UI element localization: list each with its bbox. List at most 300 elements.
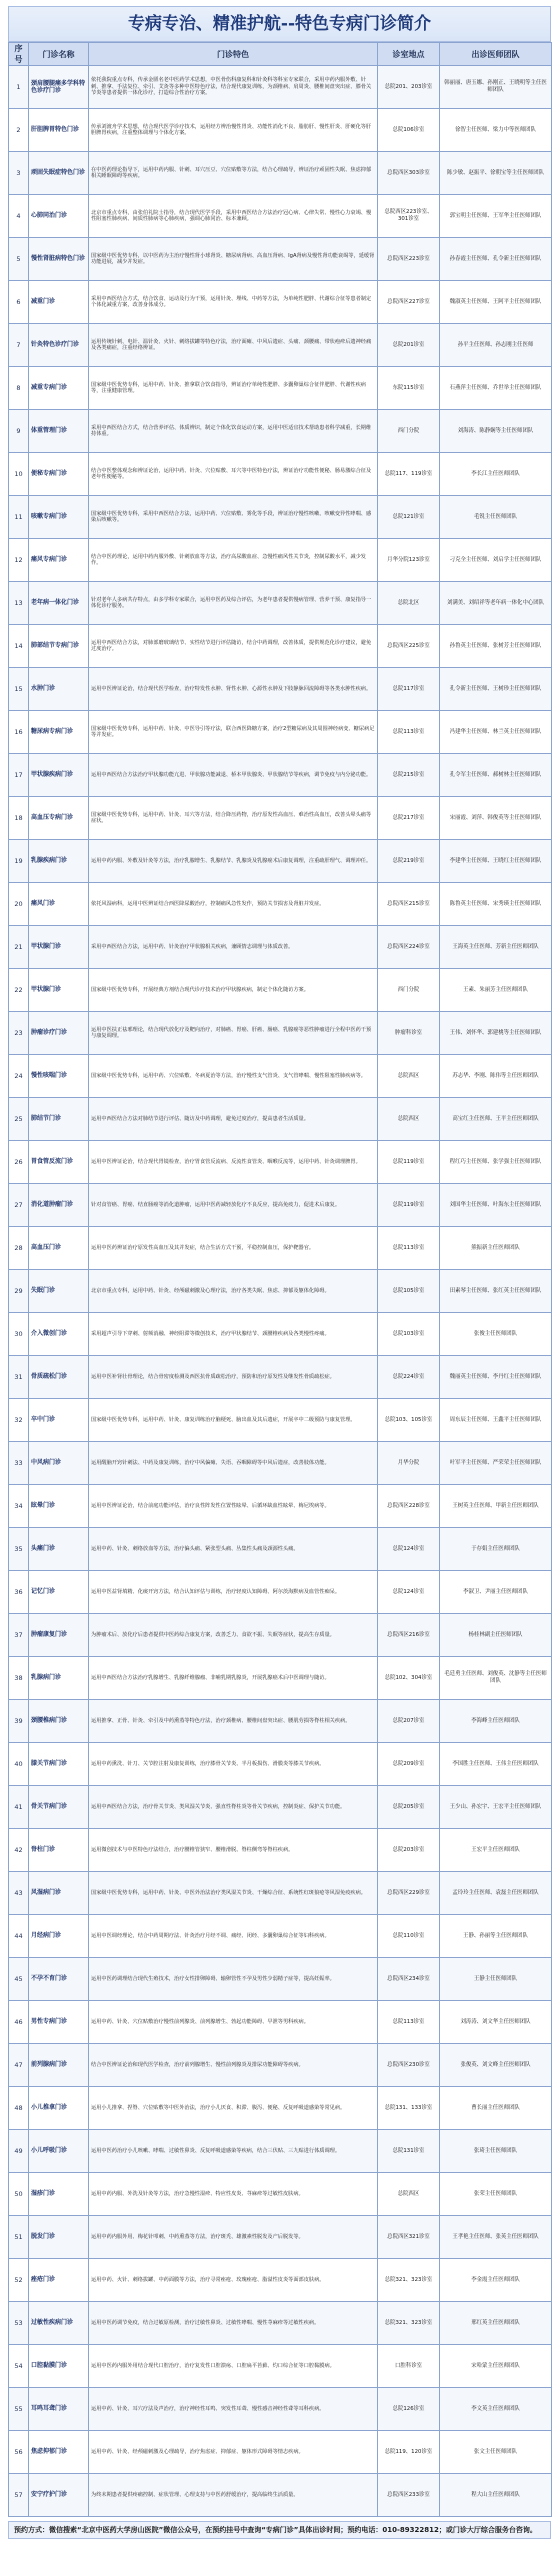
table-row [9, 1098, 552, 1141]
clinic-feature: 国家级中医优势专科，运用中药、针灸、耳穴等方法，结合降压药物，治疗原发性高血压、难治性高血压，改善头晕头痛等症状。 [89, 797, 378, 840]
doctor-team: 杨桂林副主任医师团队 [440, 1614, 552, 1657]
row-number: 5 [9, 238, 29, 281]
table-row [9, 582, 552, 625]
table-row [9, 1012, 552, 1055]
row-number: 45 [9, 1958, 29, 2001]
table-row [9, 1614, 552, 1657]
row-number: 20 [9, 883, 29, 926]
table-row [9, 2001, 552, 2044]
clinic-feature: 在中医药理论指导下，运用中药内服、针刺、耳穴压豆、穴位贴敷等方法，结合心理疏导，辨证治疗顽固性失眠、焦虑抑郁相关睡眠障碍等疾病。 [89, 152, 378, 195]
table-row [9, 1055, 552, 1098]
clinic-table [8, 42, 552, 2517]
doctor-team: 苏志华、李刚、陈伟等主任医师团队 [440, 1055, 552, 1098]
row-number: 35 [9, 1528, 29, 1571]
clinic-feature: 运用中医药内服外用结合现代口腔治疗，治疗复发性口腔溃疡、口腔扁平苔藓、灼口综合征等口腔黏膜病。 [89, 2345, 378, 2388]
clinic-name: 记忆门诊 [29, 1571, 89, 1614]
doctor-team: 程大山主任医师团队 [440, 2474, 552, 2517]
row-number: 23 [9, 1012, 29, 1055]
doctor-team: 郭宝明主任医师、王军华主任医师团队 [440, 195, 552, 238]
table-row [9, 2345, 552, 2388]
table-row [9, 2216, 552, 2259]
row-number: 8 [9, 367, 29, 410]
clinic-location: 东院115诊室 [378, 367, 440, 410]
clinic-feature: 运用中医辨证论治，结合现代医学检查，治疗特发性水肿、肾性水肿、心源性水肿及下肢静脉回流障碍等各类水肿性疾病。 [89, 668, 378, 711]
row-number: 24 [9, 1055, 29, 1098]
doctor-team: 徐智主任医师、梁力中等医师团队 [440, 109, 552, 152]
table-row [9, 1227, 552, 1270]
table-row [9, 1485, 552, 1528]
clinic-name: 前列腺病门诊 [29, 2044, 89, 2087]
row-number: 54 [9, 2345, 29, 2388]
clinic-name: 甲状腺疾病门诊 [29, 754, 89, 797]
table-row [9, 367, 552, 410]
clinic-feature: 运用中药熏洗、针刀、关节腔注射及康复训练，治疗膝骨关节炎、半月板损伤、滑膜炎等膝关节疾病。 [89, 1743, 378, 1786]
clinic-name: 中风病门诊 [29, 1442, 89, 1485]
clinic-feature: 国家级中医优势专科，运用中药、针灸、中医导引等疗法，联合西医降糖方案，治疗2型糖尿病及其周围神经病变、糖尿病足等并发症。 [89, 711, 378, 754]
doctor-team: 毛廷勇主任医师、刘俊英、沈静等主任医师团队 [440, 1657, 552, 1700]
table-row [9, 2302, 552, 2345]
clinic-name: 乳腺疾病门诊 [29, 840, 89, 883]
clinic-name: 心肺同治门诊 [29, 195, 89, 238]
row-number: 31 [9, 1356, 29, 1399]
clinic-location: 总院西区233诊室 [378, 2474, 440, 2517]
table-row [9, 1829, 552, 1872]
clinic-feature: 采用超声引导下穿刺、射频消融、神经阻滞等微创技术，治疗甲状腺结节、颈腰椎疾病及各类慢性疼痛。 [89, 1313, 378, 1356]
row-number: 48 [9, 2087, 29, 2130]
clinic-name: 小儿推拿门诊 [29, 2087, 89, 2130]
clinic-name: 湿疹门诊 [29, 2173, 89, 2216]
clinic-location: 总院西区228诊室 [378, 1485, 440, 1528]
clinic-location: 总院西区234诊室 [378, 1958, 440, 2001]
row-number: 7 [9, 324, 29, 367]
clinic-name: 减重专病门诊 [29, 367, 89, 410]
row-number: 56 [9, 2431, 29, 2474]
clinic-location: 总院131诊室 [378, 2130, 440, 2173]
table-row [9, 1528, 552, 1571]
doctor-team: 刘国华主任医师、叶海东主任医师团队 [440, 1184, 552, 1227]
table-row [9, 1657, 552, 1700]
clinic-location: 总院103诊室 [378, 1313, 440, 1356]
doctor-team: 魏淑英主任医师、王阿平主任医师团队 [440, 281, 552, 324]
clinic-feature: 针对食管癌、胃癌、结直肠癌等消化道肿瘤，运用中医药减轻放化疗不良反应，提高免疫力，促进术后康复。 [89, 1184, 378, 1227]
clinic-feature: 运用中西医结合方法治疗甲状腺功能亢进、甲状腺功能减退、桥本甲状腺炎、甲状腺结节等疾病，调节免疫与内分泌功能。 [89, 754, 378, 797]
clinic-location: 总院西区216诊室 [378, 1614, 440, 1657]
header-team: 出诊医师团队 [440, 43, 552, 66]
clinic-name: 肺结节门诊 [29, 1098, 89, 1141]
clinic-location: 总院219诊室 [378, 840, 440, 883]
clinic-feature: 结合中医辨证论治和现代医学检查，治疗前列腺增生、慢性前列腺炎及排尿功能障碍等疾病。 [89, 2044, 378, 2087]
clinic-location: 总院201、203诊室 [378, 66, 440, 109]
table-row [9, 1184, 552, 1227]
row-number: 43 [9, 1872, 29, 1915]
doctor-team: 张琦主任医师团队 [440, 2130, 552, 2173]
header-no: 序号 [9, 43, 29, 66]
clinic-location: 总院西区321诊室 [378, 2216, 440, 2259]
clinic-name: 脊柱门诊 [29, 1829, 89, 1872]
clinic-location: 总院西区 [378, 1098, 440, 1141]
clinic-feature: 运用中医药调节免疫，结合过敏原检测，治疗过敏性鼻炎、过敏性哮喘、慢性荨麻疹等过敏性疾病。 [89, 2302, 378, 2345]
clinic-location: 西门分院 [378, 410, 440, 453]
clinic-feature: 结合中医药理论，运用中药内服外敷、针刺放血等方法，治疗高尿酸血症、急慢性痛风性关节炎，控制尿酸水平，减少发作。 [89, 539, 378, 582]
clinic-name: 慢性咳喘门诊 [29, 1055, 89, 1098]
clinic-name: 小儿呼吸门诊 [29, 2130, 89, 2173]
clinic-name: 痛风门诊 [29, 883, 89, 926]
table-row [9, 1700, 552, 1743]
clinic-location: 总院113诊室 [378, 711, 440, 754]
row-number: 33 [9, 1442, 29, 1485]
doctor-team: 韩丽丽、唐玉娜、孙刚正、王晓明等主任医师团队 [440, 66, 552, 109]
table-row [9, 496, 552, 539]
clinic-name: 糖尿病专病门诊 [29, 711, 89, 754]
clinic-location: 总院103、105诊室 [378, 1399, 440, 1442]
clinic-location: 总院西区303诊室 [378, 152, 440, 195]
doctor-team: 高宝红主任医师、王平主任医师团队 [440, 1098, 552, 1141]
doctor-team: 张荣主任医师团队 [440, 2173, 552, 2216]
table-row [9, 1141, 552, 1184]
doctor-team: 毛锐主任医师团队 [440, 496, 552, 539]
clinic-location: 口腔科诊室 [378, 2345, 440, 2388]
clinic-feature: 运用中药内服外用、梅花针叩刺、中药熏蒸等方法，治疗斑秃、雄激素性脱发及产后脱发等。 [89, 2216, 378, 2259]
table-row [9, 1915, 552, 1958]
clinic-location: 总院105诊室 [378, 1270, 440, 1313]
table-row [9, 840, 552, 883]
table-row [9, 1743, 552, 1786]
doctor-team: 孙平主任医师、孙志刚主任医师 [440, 324, 552, 367]
clinic-location: 总院119诊室 [378, 1141, 440, 1184]
clinic-feature: 采用中西医结合方法，运用中药、针灸治疗甲状腺相关疾病，兼顾情志调理与体质改善。 [89, 926, 378, 969]
table-row [9, 883, 552, 926]
clinic-feature: 国家级中医优势专科，运用中药、针灸、推拿联合饮食指导，辨证治疗单纯性肥胖、多囊卵巢综合征伴肥胖、代谢性疾病等，注重健康管理。 [89, 367, 378, 410]
clinic-feature: 为终末期患者提供疼痛控制、症状管理、心理支持与中医药舒缓治疗，提高临终生活质量。 [89, 2474, 378, 2517]
row-number: 36 [9, 1571, 29, 1614]
table-row [9, 969, 552, 1012]
clinic-location: 总院207诊室 [378, 1700, 440, 1743]
row-number: 9 [9, 410, 29, 453]
header-name: 门诊名称 [29, 43, 89, 66]
row-number: 46 [9, 2001, 29, 2044]
table-row [9, 2431, 552, 2474]
clinic-name: 不孕不育门诊 [29, 1958, 89, 2001]
clinic-feature: 为肿瘤术后、放化疗后患者提供中医药综合康复方案，改善乏力、食欲不振、失眠等症状，提高生存质量。 [89, 1614, 378, 1657]
clinic-feature: 运用中药、针灸、耳穴疗法及声治疗，治疗神经性耳鸣、突发性耳聋、慢性感音神经性聋等耳科疾病。 [89, 2388, 378, 2431]
row-number: 49 [9, 2130, 29, 2173]
clinic-location: 月华分院123诊室 [378, 539, 440, 582]
doctor-team: 王孝艳主任医师、张英主任医师团队 [440, 2216, 552, 2259]
clinic-location: 总院217诊室 [378, 797, 440, 840]
table-row [9, 410, 552, 453]
clinic-feature: 国家级中医优势专科，以中医药为主治疗慢性肾小球肾炎、糖尿病肾病、高血压肾病、IgA肾病及慢性肾功能衰竭等，延缓肾功能进展，减少并发症。 [89, 238, 378, 281]
clinic-location: 总院113诊室 [378, 1227, 440, 1270]
clinic-name: 咳嗽专病门诊 [29, 496, 89, 539]
clinic-location: 总院126诊室 [378, 2388, 440, 2431]
table-row [9, 109, 552, 152]
table-row [9, 66, 552, 109]
clinic-location: 总院西区225诊室 [378, 625, 440, 668]
table-row [9, 1786, 552, 1829]
doctor-team: 李建华主任医师、王晓红主任医师团队 [440, 840, 552, 883]
clinic-name: 卒中门诊 [29, 1399, 89, 1442]
clinic-name: 月经病门诊 [29, 1915, 89, 1958]
clinic-name: 顽固失眠症特色门诊 [29, 152, 89, 195]
clinic-location: 总院102、304诊室 [378, 1657, 440, 1700]
doctor-team: 叶军平主任医师、严荣荣主任医师团队 [440, 1442, 552, 1485]
clinic-name: 颈腰椎病门诊 [29, 1700, 89, 1743]
row-number: 6 [9, 281, 29, 324]
clinic-feature: 北京市重点专科，由张伯礼院士指导，结合现代医学手段，采用中西医结合方法治疗冠心病、心律失常、慢性心力衰竭、慢性阻塞性肺疾病、间质性肺病等心肺疾病，强调心肺同治、标本兼顾。 [89, 195, 378, 238]
doctor-team: 刘海涛、陈静娴等主任医师团队 [440, 410, 552, 453]
clinic-feature: 运用中药、针灸、经颅磁刺激及心理疏导，治疗焦虑症、抑郁症、躯体形式障碍等情志疾病。 [89, 2431, 378, 2474]
clinic-name: 脱发门诊 [29, 2216, 89, 2259]
clinic-name: 肝胆脾胃特色门诊 [29, 109, 89, 152]
clinic-feature: 运用传统针刺、电针、温针灸、火针、刺络拔罐等特色疗法，治疗面瘫、中风后遗症、头痛、颈腰痛、带状疱疹后遗神经痛及各类痛症，注重经络辨证。 [89, 324, 378, 367]
row-number: 41 [9, 1786, 29, 1829]
doctor-team: 张俊主任医师团队 [440, 1313, 552, 1356]
doctor-team: 刘满美、刘绍祥等老年病一体化中心团队 [440, 582, 552, 625]
clinic-name: 便秘专病门诊 [29, 453, 89, 496]
table-row [9, 453, 552, 496]
row-number: 37 [9, 1614, 29, 1657]
table-row [9, 238, 552, 281]
clinic-name: 焦虑抑郁门诊 [29, 2431, 89, 2474]
row-number: 18 [9, 797, 29, 840]
clinic-name: 失眠门诊 [29, 1270, 89, 1313]
table-row [9, 281, 552, 324]
row-number: 10 [9, 453, 29, 496]
row-number: 17 [9, 754, 29, 797]
doctor-team: 孙鲁英主任医师、张树芳主任医师团队 [440, 625, 552, 668]
clinic-feature: 运用中西医结合方法治疗乳腺增生、乳腺纤维腺瘤、非哺乳期乳腺炎，开展乳腺癌术后中医调理与随访。 [89, 1657, 378, 1700]
clinic-location: 总院205诊室 [378, 1786, 440, 1829]
table-row [9, 1442, 552, 1485]
clinic-location: 总院119、120诊室 [378, 2431, 440, 2474]
clinic-feature: 国家级中医优势专科，运用中药、针灸、中医外治法治疗类风湿关节炎、干燥综合征、系统性红斑狼疮等风湿免疫疾病。 [89, 1872, 378, 1915]
clinic-feature: 运用小儿推拿、捏脊、穴位贴敷等中医外治法，治疗小儿厌食、积滞、腹泻、便秘、反复呼吸道感染等常见病。 [89, 2087, 378, 2130]
row-number: 28 [9, 1227, 29, 1270]
doctor-team: 孔令军主任医师、郝树林主任医师团队 [440, 754, 552, 797]
table-row [9, 668, 552, 711]
clinic-location: 月华分院 [378, 1442, 440, 1485]
clinic-location: 总院321、323诊室 [378, 2259, 440, 2302]
clinic-feature: 运用中医辨证论治，结合现代胃镜检查，治疗胃食管反流病、反流性食管炎、咽喉反流等，运用中药、针灸调理脾胃。 [89, 1141, 378, 1184]
doctor-team: 张文主任医师团队 [440, 2431, 552, 2474]
row-number: 29 [9, 1270, 29, 1313]
doctor-team: 于存娟主任医师团队 [440, 1528, 552, 1571]
row-number: 11 [9, 496, 29, 539]
clinic-feature: 运用中医调经理论，结合中药周期疗法、针灸治疗月经不调、痛经、闭经、多囊卵巢综合征等妇科疾病。 [89, 1915, 378, 1958]
row-number: 26 [9, 1141, 29, 1184]
clinic-feature: 运用中西医结合方法，对肺部磨玻璃结节、实性结节进行评估随访，结合中药调理，改善体质，提供规范化诊疗建议，避免过度治疗。 [89, 625, 378, 668]
row-number: 39 [9, 1700, 29, 1743]
clinic-name: 耳鸣耳聋门诊 [29, 2388, 89, 2431]
table-row [9, 152, 552, 195]
clinic-location: 总院119诊室 [378, 1184, 440, 1227]
clinic-feature: 运用中医药辨证治疗原发性高血压及其并发症，结合生活方式干预，平稳控制血压，保护靶器官。 [89, 1227, 378, 1270]
clinic-name: 痤疮门诊 [29, 2259, 89, 2302]
doctor-team: 刘涛涛、刘文华主任医师团队 [440, 2001, 552, 2044]
doctor-team: 李金霞主任医师团队 [440, 2259, 552, 2302]
clinic-feature: 国家级中医优势专科，采用中西医结合方法，运用中药、穴位贴敷、雾化等手段，辨证治疗慢性咳嗽、咳嗽变异性哮喘、感染后咳嗽等。 [89, 496, 378, 539]
clinic-location: 总院124诊室 [378, 1571, 440, 1614]
clinic-name: 颈肩腰腿痛多学科特色诊疗门诊 [29, 66, 89, 109]
table-row [9, 539, 552, 582]
clinic-feature: 运用中医补肾壮骨理论，结合骨密度检测及西医抗骨质疏松治疗，预防和治疗原发性及继发性骨质疏松症。 [89, 1356, 378, 1399]
doctor-team: 王静、孙丽等主任医师团队 [440, 1915, 552, 1958]
row-number: 44 [9, 1915, 29, 1958]
clinic-name: 肿瘤诊疗门诊 [29, 1012, 89, 1055]
appointment-footer: 预约方式：微信搜索“北京中医药大学房山医院”微信公众号，在预约挂号中查询“专病门诊”具体出诊时间；预约电话：010-89322812；或门诊大厅综合服务台咨询。 [8, 2521, 551, 2539]
clinic-name: 甲状腺门诊 [29, 926, 89, 969]
header-feature: 门诊特色 [89, 43, 378, 66]
table-row [9, 1872, 552, 1915]
clinic-name: 老年病一体化门诊 [29, 582, 89, 625]
clinic-feature: 北京市重点专科，运用中药、针灸、经颅磁刺激及心理疗法，治疗各类失眠、焦虑、抑郁及躯体化障碍。 [89, 1270, 378, 1313]
clinic-name: 骨关节病门诊 [29, 1786, 89, 1829]
clinic-location: 总院西区 [378, 2173, 440, 2216]
clinic-feature: 国家级中医优势专科，运用中药、针灸、康复训练治疗脑梗死、脑出血及其后遗症，开展卒中二级预防与康复管理。 [89, 1399, 378, 1442]
clinic-feature: 依托风湿病科，运用中医辨证结合西医降尿酸治疗，控制痛风急性发作，预防关节损害及肾脏并发症。 [89, 883, 378, 926]
doctor-team: 王静主任医师团队 [440, 1958, 552, 2001]
clinic-location: 总院西区223诊室、301诊室 [378, 195, 440, 238]
table-row [9, 1313, 552, 1356]
doctor-team: 李文英主任医师团队 [440, 2388, 552, 2431]
doctor-team: 程红巧主任医师、张学强主任医师团队 [440, 1141, 552, 1184]
doctor-team: 孟玲玲主任医师、袁磊主任医师团队 [440, 1872, 552, 1915]
clinic-location: 总院113诊室 [378, 2001, 440, 2044]
doctor-team: 田素琴主任医师、张红英主任医师团队 [440, 1270, 552, 1313]
row-number: 34 [9, 1485, 29, 1528]
doctor-team: 宋丽霞、刘萍、韩俊英等主任医师团队 [440, 797, 552, 840]
clinic-feature: 运用中医扶正祛邪理论，结合现代放化疗及靶向治疗，对肺癌、胃癌、肝癌、肠癌、乳腺癌等恶性肿瘤进行全程中医药干预与康复调理。 [89, 1012, 378, 1055]
row-number: 40 [9, 1743, 29, 1786]
row-number: 25 [9, 1098, 29, 1141]
table-header [9, 43, 552, 66]
table-row [9, 2044, 552, 2087]
table-row [9, 926, 552, 969]
clinic-name: 胃食管反流门诊 [29, 1141, 89, 1184]
doctor-team: 张俊英、刘文峰主任医师团队 [440, 2044, 552, 2087]
clinic-feature: 结合中医整体观念和辨证论治，运用中药、针灸、穴位贴敷、耳穴等中医特色疗法，辨证治疗功能性便秘、肠易激综合征及老年性便秘等。 [89, 453, 378, 496]
doctor-team: 陈少敏、赵振平、徐朝宝等主任医师团队 [440, 152, 552, 195]
clinic-location: 总院西区224诊室 [378, 926, 440, 969]
clinic-location: 总院124诊室 [378, 1528, 440, 1571]
row-number: 52 [9, 2259, 29, 2302]
clinic-feature: 运用醒脑开窍针刺法、中药及康复训练，治疗中风偏瘫、失语、吞咽障碍等中风后遗症，改善肢体功能。 [89, 1442, 378, 1485]
doctor-team: 周东辰主任医师、王鑫平主任医师团队 [440, 1399, 552, 1442]
clinic-name: 膝关节病门诊 [29, 1743, 89, 1786]
table-row [9, 2173, 552, 2216]
table-row [9, 2474, 552, 2517]
row-number: 32 [9, 1399, 29, 1442]
clinic-feature: 运用推拿、正骨、针灸、牵引及中药熏蒸等特色疗法，治疗颈椎病、腰椎间盘突出症、腰肌劳损等脊柱相关疾病。 [89, 1700, 378, 1743]
clinic-feature: 运用中西医结合方法对肺结节进行评估、随访及中药调理，避免过度治疗，提高患者生活质量。 [89, 1098, 378, 1141]
table-row [9, 2130, 552, 2173]
clinic-location: 总院西区 [378, 1055, 440, 1098]
clinic-name: 体重管理门诊 [29, 410, 89, 453]
clinic-name: 水肿门诊 [29, 668, 89, 711]
clinic-location: 总院215诊室 [378, 754, 440, 797]
doctor-team: 孙春霞主任医师、孔令新主任医师团队 [440, 238, 552, 281]
page-title: 专病专治、精准护航--特色专病门诊简介 [8, 6, 551, 42]
doctor-team: 李海峰主任医师团队 [440, 1700, 552, 1743]
clinic-location: 西门分院 [378, 969, 440, 1012]
clinic-location: 总院121诊室 [378, 496, 440, 539]
clinic-feature: 运用中医药治疗小儿咳嗽、哮喘、过敏性鼻炎、反复呼吸道感染等疾病，结合三伏贴、三九贴进行体质调理。 [89, 2130, 378, 2173]
clinic-location: 总院224诊室 [378, 1356, 440, 1399]
row-number: 21 [9, 926, 29, 969]
table-row [9, 711, 552, 754]
clinic-location: 总院西区227诊室 [378, 281, 440, 324]
row-number: 15 [9, 668, 29, 711]
clinic-name: 口腔黏膜门诊 [29, 2345, 89, 2388]
doctor-team: 邢红英主任医师团队 [440, 2302, 552, 2345]
clinic-feature: 运用中医药调理结合现代生殖技术，治疗女性排卵障碍、输卵管性不孕及男性少弱精子症等，提高妊娠率。 [89, 1958, 378, 2001]
table-row [9, 2388, 552, 2431]
row-number: 22 [9, 969, 29, 1012]
clinic-feature: 传承刘渡舟学术思想，结合现代医学诊疗技术，运用经方辨治慢性胃炎、功能性消化不良、脂肪肝、慢性肝炎、肝硬化等肝胆脾胃疾病，注重整体调理与个体化方案。 [89, 109, 378, 152]
clinic-feature: 运用中医益肾填精、化痰开窍方法，结合认知评估与训练，治疗轻度认知障碍、阿尔茨海默病及血管性痴呆。 [89, 1571, 378, 1614]
doctor-team: 李长江主任医师团队 [440, 453, 552, 496]
clinic-location: 总院201诊室 [378, 324, 440, 367]
row-number: 27 [9, 1184, 29, 1227]
doctor-team: 陈鲁英主任医师、宋秀瑛主任医师团队 [440, 883, 552, 926]
clinic-location: 总院北区 [378, 582, 440, 625]
doctor-team: 李国胜主任医师、王伟主任医师团队 [440, 1743, 552, 1786]
table-row [9, 1399, 552, 1442]
clinic-location: 总院203诊室 [378, 1829, 440, 1872]
row-number: 47 [9, 2044, 29, 2087]
clinic-location: 总院321、323诊室 [378, 2302, 440, 2345]
table-row [9, 1270, 552, 1313]
table-row [9, 2087, 552, 2130]
clinic-name: 肿瘤康复门诊 [29, 1614, 89, 1657]
table-row [9, 1958, 552, 2001]
row-number: 57 [9, 2474, 29, 2517]
clinic-feature: 采用中西医结合方式，结合饮食、运动及行为干预，运用针灸、埋线、中药等方法，为单纯性肥胖、代谢综合征等患者制定个体化减重方案，改善身体成分。 [89, 281, 378, 324]
row-number: 53 [9, 2302, 29, 2345]
row-number: 13 [9, 582, 29, 625]
doctor-team: 熊振新主任医师团队 [440, 1227, 552, 1270]
clinic-name: 消化道肿瘤门诊 [29, 1184, 89, 1227]
clinic-feature: 运用中药内服、外洗及针灸等方法，治疗急慢性湿疹、特应性皮炎、荨麻疹等过敏性皮肤病。 [89, 2173, 378, 2216]
clinic-name: 肺部结节专病门诊 [29, 625, 89, 668]
clinic-location: 总院西区223诊室 [378, 238, 440, 281]
clinic-name: 痛风专病门诊 [29, 539, 89, 582]
clinic-feature: 运用中药、火针、刺络拔罐、中药面膜等方法，治疗寻常痤疮、玫瑰痤疮、脂溢性皮炎等面部皮肤病。 [89, 2259, 378, 2302]
row-number: 51 [9, 2216, 29, 2259]
table-row [9, 1356, 552, 1399]
doctor-team: 王树英主任医师、甲新主任医师团队 [440, 1485, 552, 1528]
clinic-name: 乳腺病门诊 [29, 1657, 89, 1700]
clinic-location: 总院110诊室 [378, 1915, 440, 1958]
row-number: 4 [9, 195, 29, 238]
clinic-location: 总院西区230诊室 [378, 2044, 440, 2087]
clinic-name: 头痛门诊 [29, 1528, 89, 1571]
row-number: 3 [9, 152, 29, 195]
doctor-team: 冯建华主任医师、林兰英主任医师团队 [440, 711, 552, 754]
clinic-name: 男性专病门诊 [29, 2001, 89, 2044]
clinic-name: 介入微创门诊 [29, 1313, 89, 1356]
doctor-team: 石燕萍主任医师、乔世举主任医师团队 [440, 367, 552, 410]
row-number: 12 [9, 539, 29, 582]
table-body [9, 66, 552, 2517]
header-location: 诊室地点 [378, 43, 440, 66]
doctor-team: 王伟、刘怀华、郭建桃等主任医师团队 [440, 1012, 552, 1055]
clinic-feature: 国家级中医优势专科，运用中药、穴位贴敷、冬病夏治等方法，治疗慢性支气管炎、支气管哮喘、慢性阻塞性肺疾病等。 [89, 1055, 378, 1098]
clinic-name: 眩晕门诊 [29, 1485, 89, 1528]
row-number: 14 [9, 625, 29, 668]
clinic-location: 总院西区215诊室 [378, 883, 440, 926]
row-number: 50 [9, 2173, 29, 2216]
